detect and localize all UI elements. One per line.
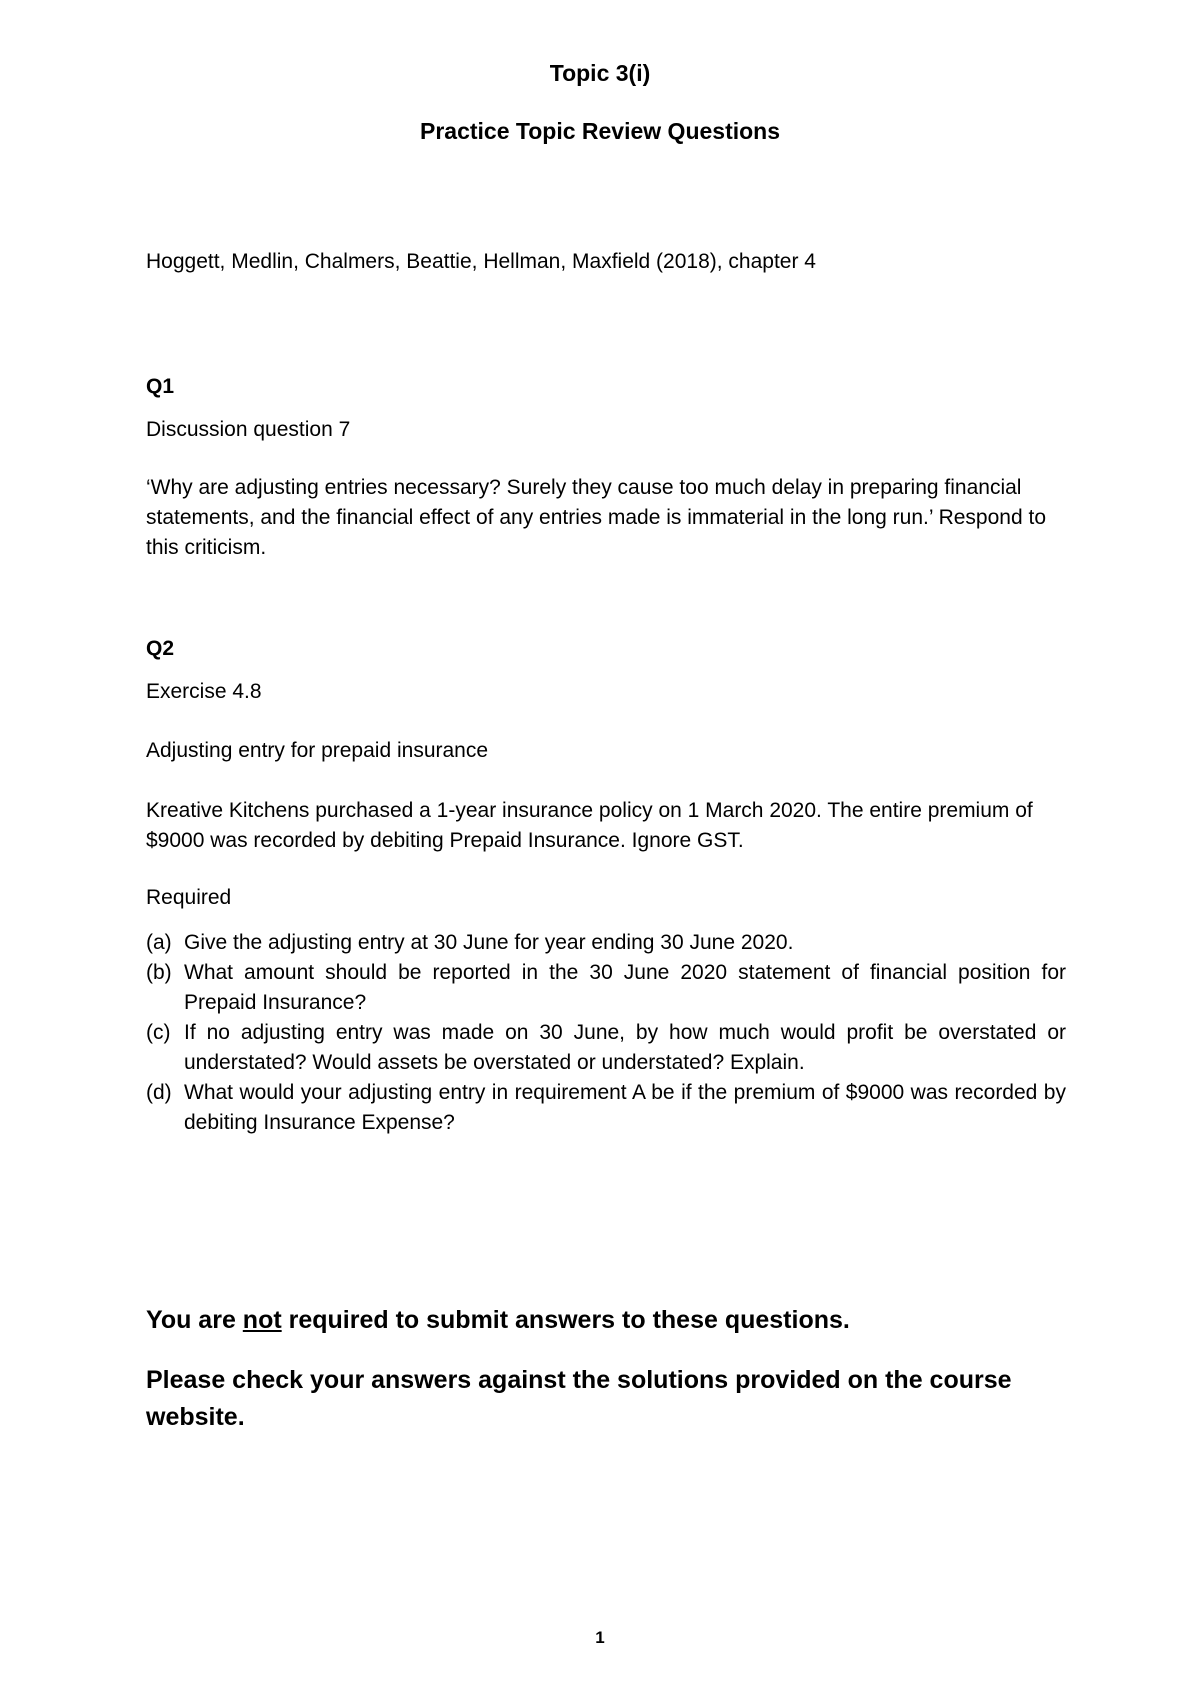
q2-scenario-text: Kreative Kitchens purchased a 1-year insurance policy on 1 March 2020. The entire premium of $9000 was recorded by debiting Prepaid Insurance. Ignore GST.: [146, 799, 1033, 852]
q2-required-label: Required: [146, 886, 232, 909]
page-number: 1: [595, 1628, 605, 1647]
q1-label: Q1: [146, 375, 175, 398]
list-marker: (b): [146, 961, 172, 984]
page-subtitle: Practice Topic Review Questions: [419, 118, 781, 144]
notice-emphasis: not: [242, 1306, 282, 1334]
list-item: [146, 928, 1066, 958]
q1-source: Discussion question 7: [146, 418, 351, 441]
requirements-list: [146, 928, 1066, 1138]
q2-source: Exercise 4.8: [146, 680, 262, 703]
list-marker: (c): [146, 1021, 171, 1044]
list-item: [146, 1018, 1066, 1078]
list-item-text: If no adjusting entry was made on 30 June, by how much would profit be overstated or understated? Would assets be overstated or understated? Explain.: [184, 1021, 1066, 1074]
list-marker: (d): [146, 1081, 172, 1104]
submission-notice: [146, 1302, 1046, 1339]
notice-text-start: You are: [146, 1306, 243, 1334]
list-item-text: Give the adjusting entry at 30 June for year ending 30 June 2020.: [184, 931, 794, 954]
notice-text-end: required to submit answers to these questions.: [281, 1306, 850, 1334]
q2-label: Q2: [146, 637, 175, 660]
list-item-text: What would your adjusting entry in requirement A be if the premium of $9000 was recorded by debiting Insurance Expense?: [184, 1081, 1066, 1134]
list-item-text: What amount should be reported in the 30 June 2020 statement of financial position for Prepaid Insurance?: [184, 961, 1066, 1014]
q2-heading: Adjusting entry for prepaid insurance: [146, 739, 489, 762]
solutions-notice: Please check your answers against the solutions provided on the course website.: [146, 1366, 1012, 1431]
list-item: [146, 1078, 1066, 1138]
topic-title: Topic 3(i): [549, 60, 651, 86]
q1-question-text: ‘Why are adjusting entries necessary? Surely they cause too much delay in preparing financial statements, and the financial effect of any entries made is immaterial in the long run.’ Respond to this criticism.: [146, 476, 1046, 559]
list-item: [146, 958, 1066, 1018]
textbook-reference: Hoggett, Medlin, Chalmers, Beattie, Hellman, Maxfield (2018), chapter 4: [146, 250, 816, 273]
list-marker: (a): [146, 931, 172, 954]
